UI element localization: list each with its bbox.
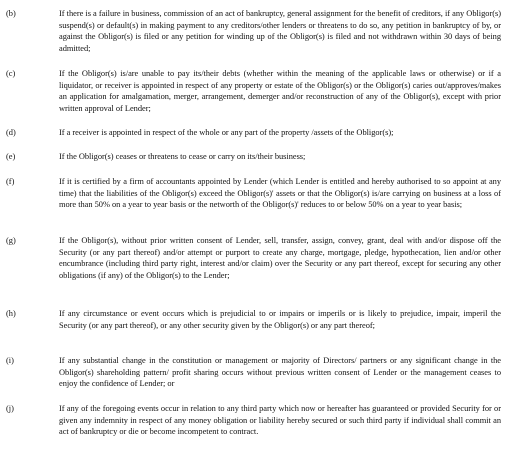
clause-text: If it is certified by a firm of accountants appointed by Lender (which Lender is entitled and hereby authorised to so appoint at any time) that the liabilities of the Obligor(s) exceed the Obligor(s)' assets or that the Obligor(s) is/are carrying on business at a loss of more than 50% on a year to year basis or the networth of the Obligor(s)' reduces to or below 50% on a year to year basis; — [59, 177, 501, 210]
clause-text: If the Obligor(s) ceases or threatens to cease or carry on its/their business; — [59, 152, 306, 161]
clause-label: (e) — [6, 152, 16, 161]
clause-text: If the Obligor(s) is/are unable to pay its/their debts (whether within the meaning of the applicable laws or otherwise) or if a liquidator, or receiver is appointed in respect of any property or estate of the Obligor(s) or the Obligor(s) caries out/approves/makes an application for amalgamation, merger, arrangement, demerger and/or reconstruction of any of the Obligor(s), except with prior written approval of Lender; — [59, 69, 501, 113]
clause-label: (i) — [6, 356, 14, 365]
clause-text: If there is a failure in business, commission of an act of bankruptcy, general assignment for the benefit of creditors, if any Obligor(s) suspend(s) or default(s) in making payment to any creditors/other lenders or threatens to do so, any petition in bankruptcy of by, or against the Obligor(s) is filed or any petition for winding up of the Obligor(s) is filed and not withdrawn within 30 days of being admitted; — [59, 9, 501, 53]
clause-label: (g) — [6, 236, 16, 245]
clause-label: (h) — [6, 309, 16, 318]
clause-text: If any circumstance or event occurs which is prejudicial to or impairs or imperils or is likely to prejudice, impair, imperil the Security (or any part thereof), or any other security given by the Obligor(s) or any part thereof; — [59, 309, 501, 330]
clause-text: If the Obligor(s), without prior written consent of Lender, sell, transfer, assign, convey, grant, deal with and/or dispose off the Security (or any part thereof) and/or attempt or purport to create any charge, mortgage, pledge, hypothecation, lien and/or other encumbrance (including third party right, interest and/or claim) over the Security or any part thereof, except for securing any other obligations (if any) of the Obligor(s) to the Lender; — [59, 236, 501, 280]
clause-text: If a receiver is appointed in respect of the whole or any part of the property /assets of the Obligor(s); — [59, 128, 394, 137]
clause-label: (j) — [6, 404, 14, 413]
clause-label: (b) — [6, 9, 16, 18]
clause-label: (d) — [6, 128, 16, 137]
clause-text: If any substantial change in the constitution or management or majority of Directors/ partners or any significant change in the Obligor(s) shareholding pattern/ profit sharing occurs without previous written consent of Lender or the management ceases to enjoy the confidence of Lender; or — [59, 356, 501, 389]
clause-label: (f) — [6, 177, 15, 186]
clause-label: (c) — [6, 69, 16, 78]
clause-text: If any of the foregoing events occur in relation to any third party which now or hereafter has guaranteed or provided Security for or given any indemnity in respect of any money obligation or liability hereby secured or such third party if individual shall commit an act of bankruptcy or die or become incompetent to contract. — [59, 404, 501, 437]
